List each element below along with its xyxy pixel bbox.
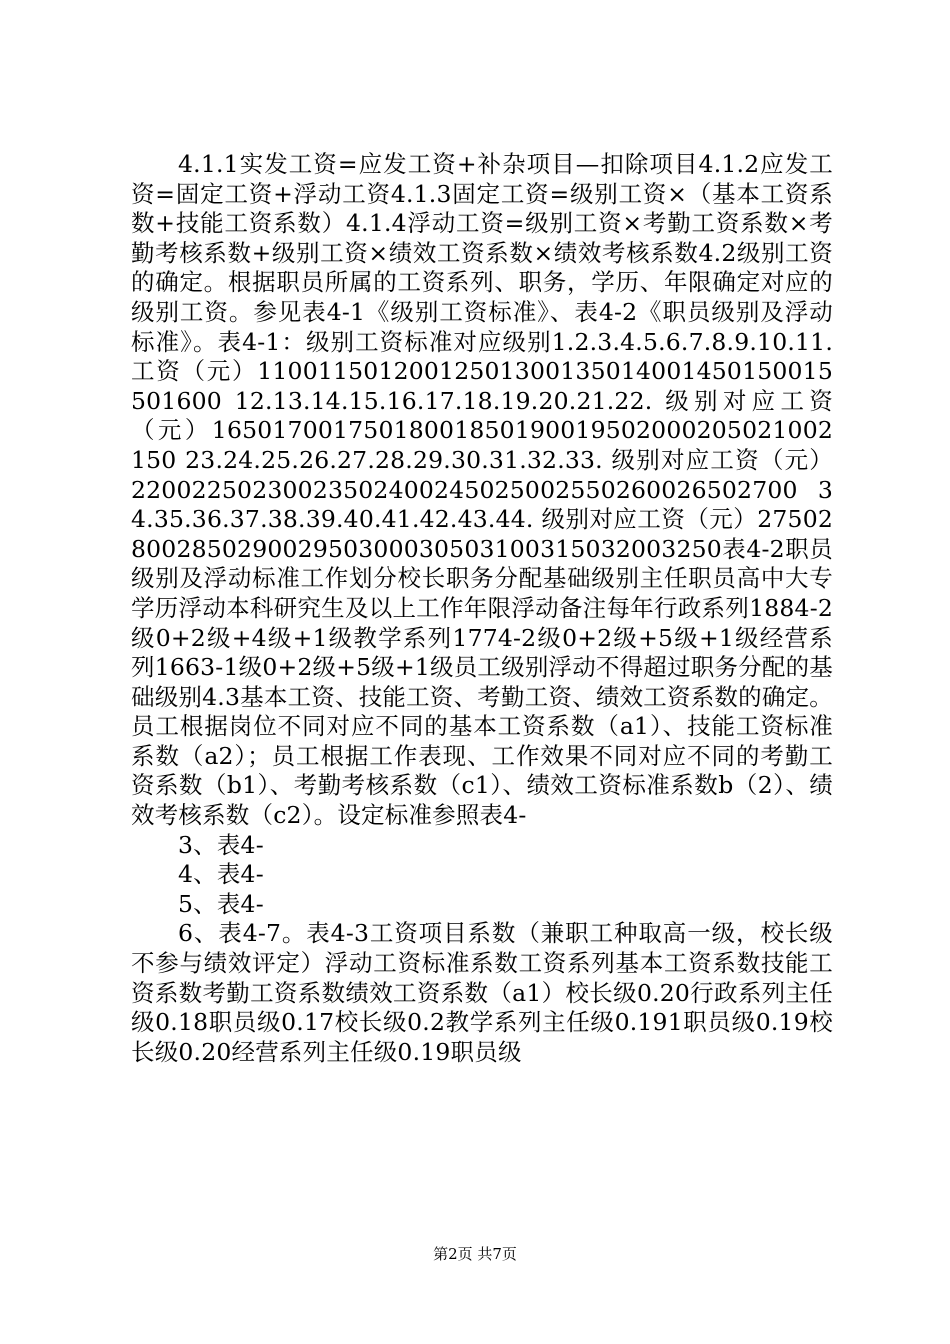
paragraph-table-ref-4: 4、表4- — [178, 860, 264, 889]
page-footer: 第2页 共7页 — [433, 1245, 517, 1263]
paragraph-table-ref-5: 5、表4- — [178, 889, 264, 918]
paragraph-table-ref-3: 3、表4- — [178, 830, 264, 859]
document-body — [131, 150, 833, 1067]
paragraph-coefficient-table: 6、表4-7。表4-3工资项目系数（兼职工种取高一级，校长级不参与绩效评定）浮动工资标准系数工资系列基本工资系数技能工资系数考勤工资系数绩效工资系数（a1）校长级0.20行政系列主任级0.18职员级0.17校长级0.2教学系列主任级0.191职员级0.19校长级0.20经营系列主任级0.19职员级 — [131, 919, 833, 1066]
paragraph-salary-formulas: 4.1.1实发工资=应发工资+补杂项目—扣除项目4.1.2应发工资=固定工资+浮动工资4.1.3固定工资=级别工资×（基本工资系数+技能工资系数）4.1.4浮动工资=级别工资×考勤工资系数×考勤考核系数+级别工资×绩效工资系数×绩效考核系数4.2级别工资的确定。根据职员所属的工资系列、职务，学历、年限确定对应的级别工资。参见表4-1《级别工资标准》、表4-2《职员级别及浮动标准》。表4-1：级别工资标准对应级别1.2.3.4.5.6.7.8.9.10.11. 工资（元）11001150120012501300135014001450150015501600 12.13.14.15.16.17.18.19.20.21.22. 级别对应工资（元）16501700175018001850190019502000205021002150 23.24.25.26.27.28.29.30.31.32.33. 级别对应工资（元）22002250230023502400245025002550260026502700 34.35.36.37.38.39.40.41.42.43.44. 级别对应工资（元）27502800285029002950300030503100315032003250表4-2职员级别及浮动标准工作划分校长职务分配基础级别主任职员高中大专学历浮动本科研究生及以上工作年限浮动备注每年行政系列1884-2级0+2级+4级+1级教学系列1774-2级0+2级+5级+1级经营系列1663-1级0+2级+5级+1级员工级别浮动不得超过职务分配的基础级别4.3基本工资、技能工资、考勤工资、绩效工资系数的确定。员工根据岗位不同对应不同的基本工资系数（a1）、技能工资标准系数（a2）；员工根据工作表现、工作效果不同对应不同的考勤工资系数（b1）、考勤考核系数（c1）、绩效工资标准系数b（2）、绩效考核系数（c2）。设定标准参照表4- — [131, 150, 833, 830]
